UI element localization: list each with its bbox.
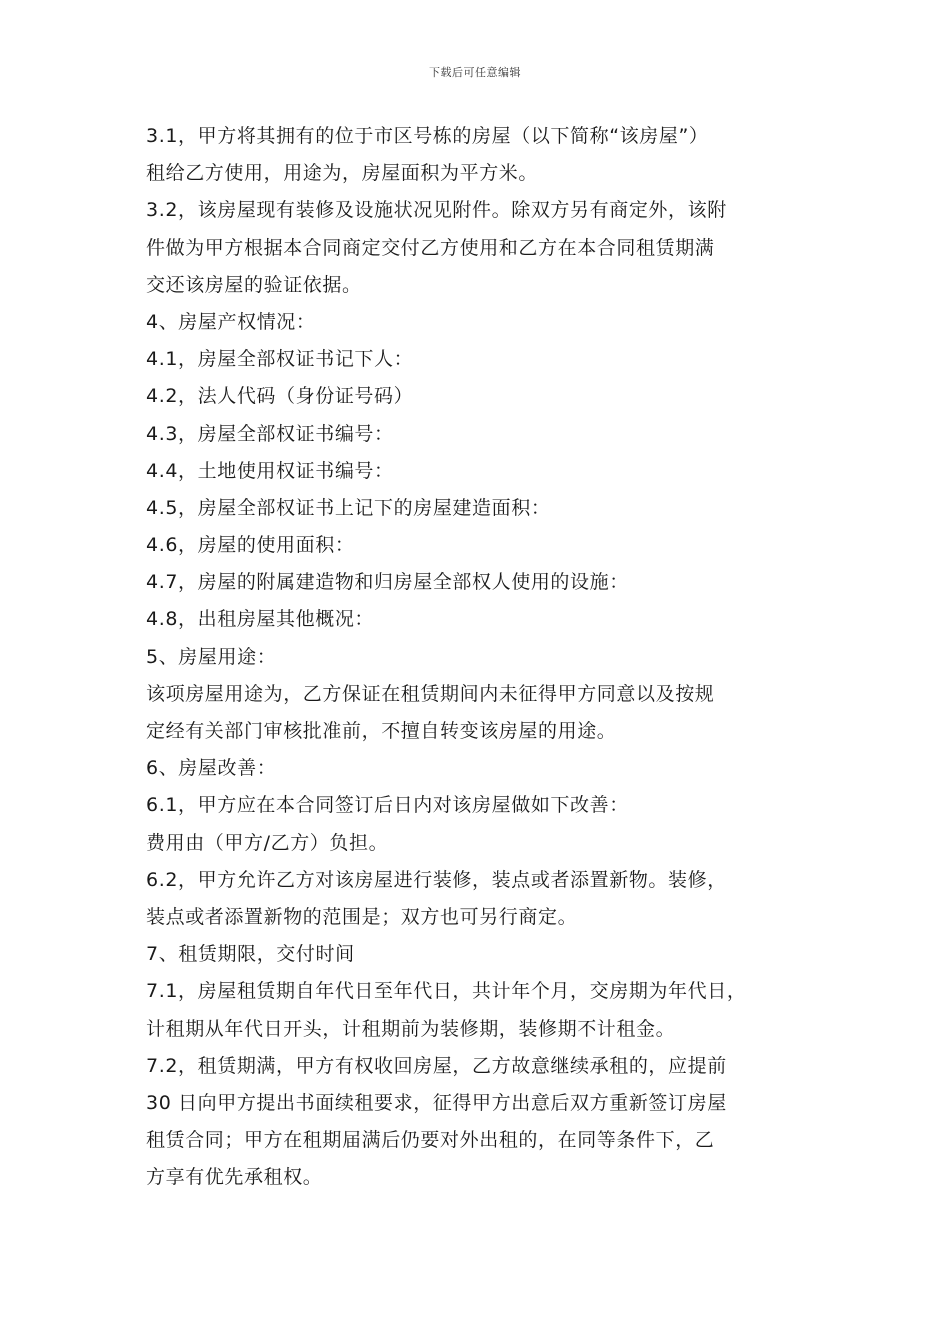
doc-line: 6.2，甲方允许乙方对该房屋进行装修，装点或者添置新物。装修，	[146, 868, 727, 891]
doc-line: 4.5，房屋全部权证书上记下的房屋建造面积：	[146, 496, 551, 519]
doc-line: 件做为甲方根据本合同商定交付乙方使用和乙方在本合同租赁期满	[146, 236, 715, 259]
doc-line: 该项房屋用途为，乙方保证在租赁期间内未征得甲方同意以及按规	[146, 682, 715, 705]
doc-line: 7、租赁期限，交付时间	[146, 943, 355, 966]
doc-line: 交还该房屋的验证依据。	[146, 273, 362, 296]
doc-line: 7.2，租赁期满，甲方有权收回房屋，乙方故意继续承租的，应提前	[146, 1054, 727, 1077]
doc-line: 定经有关部门审核批准前，不擅自转变该房屋的用途。	[146, 720, 617, 742]
doc-line: 6、房屋改善：	[146, 757, 277, 780]
doc-line: 3.1，甲方将其拥有的位于市区号栋的房屋（以下简称“该房屋”）	[146, 125, 709, 147]
doc-line: 租给乙方使用，用途为，房屋面积为平方米。	[146, 162, 539, 185]
doc-line: 4.7，房屋的附属建造物和归房屋全部权人使用的设施：	[146, 571, 629, 594]
doc-line: 4.4，土地使用权证书编号：	[146, 459, 394, 482]
doc-line: 4.3，房屋全部权证书编号：	[146, 422, 394, 445]
doc-line: 费用由（甲方/乙方）负担。	[146, 831, 389, 854]
page-header: 下载后可任意编辑	[429, 66, 521, 79]
doc-line: 6.1，甲方应在本合同签订后日内对该房屋做如下改善：	[146, 794, 629, 817]
doc-line: 30 日向甲方提出书面续租要求，征得甲方出意后双方重新签订房屋	[146, 1091, 727, 1114]
doc-line: 5、房屋用途：	[146, 645, 277, 668]
doc-line: 方享有优先承租权。	[146, 1166, 323, 1189]
doc-line: 4、房屋产权情况：	[146, 310, 316, 333]
doc-line: 3.2，该房屋现有装修及设施状况见附件。除双方另有商定外，该附	[146, 199, 727, 222]
doc-line: 7.1，房屋租赁期自年代日至年代日，共计年个月，交房期为年代日，	[146, 980, 747, 1003]
doc-line: 4.6，房屋的使用面积：	[146, 534, 355, 557]
doc-line: 4.2，法人代码（身份证号码）	[146, 385, 414, 408]
doc-line: 4.1，房屋全部权证书记下人：	[146, 348, 414, 371]
document-body	[146, 118, 826, 1196]
doc-line: 装点或者添置新物的范围是；双方也可另行商定。	[146, 905, 578, 928]
doc-line: 租赁合同；甲方在租期届满后仍要对外出租的，在同等条件下，乙	[146, 1129, 715, 1152]
doc-line: 计租期从年代日开头，计租期前为装修期，装修期不计租金。	[146, 1017, 676, 1040]
doc-line: 4.8，出租房屋其他概况：	[146, 608, 375, 631]
